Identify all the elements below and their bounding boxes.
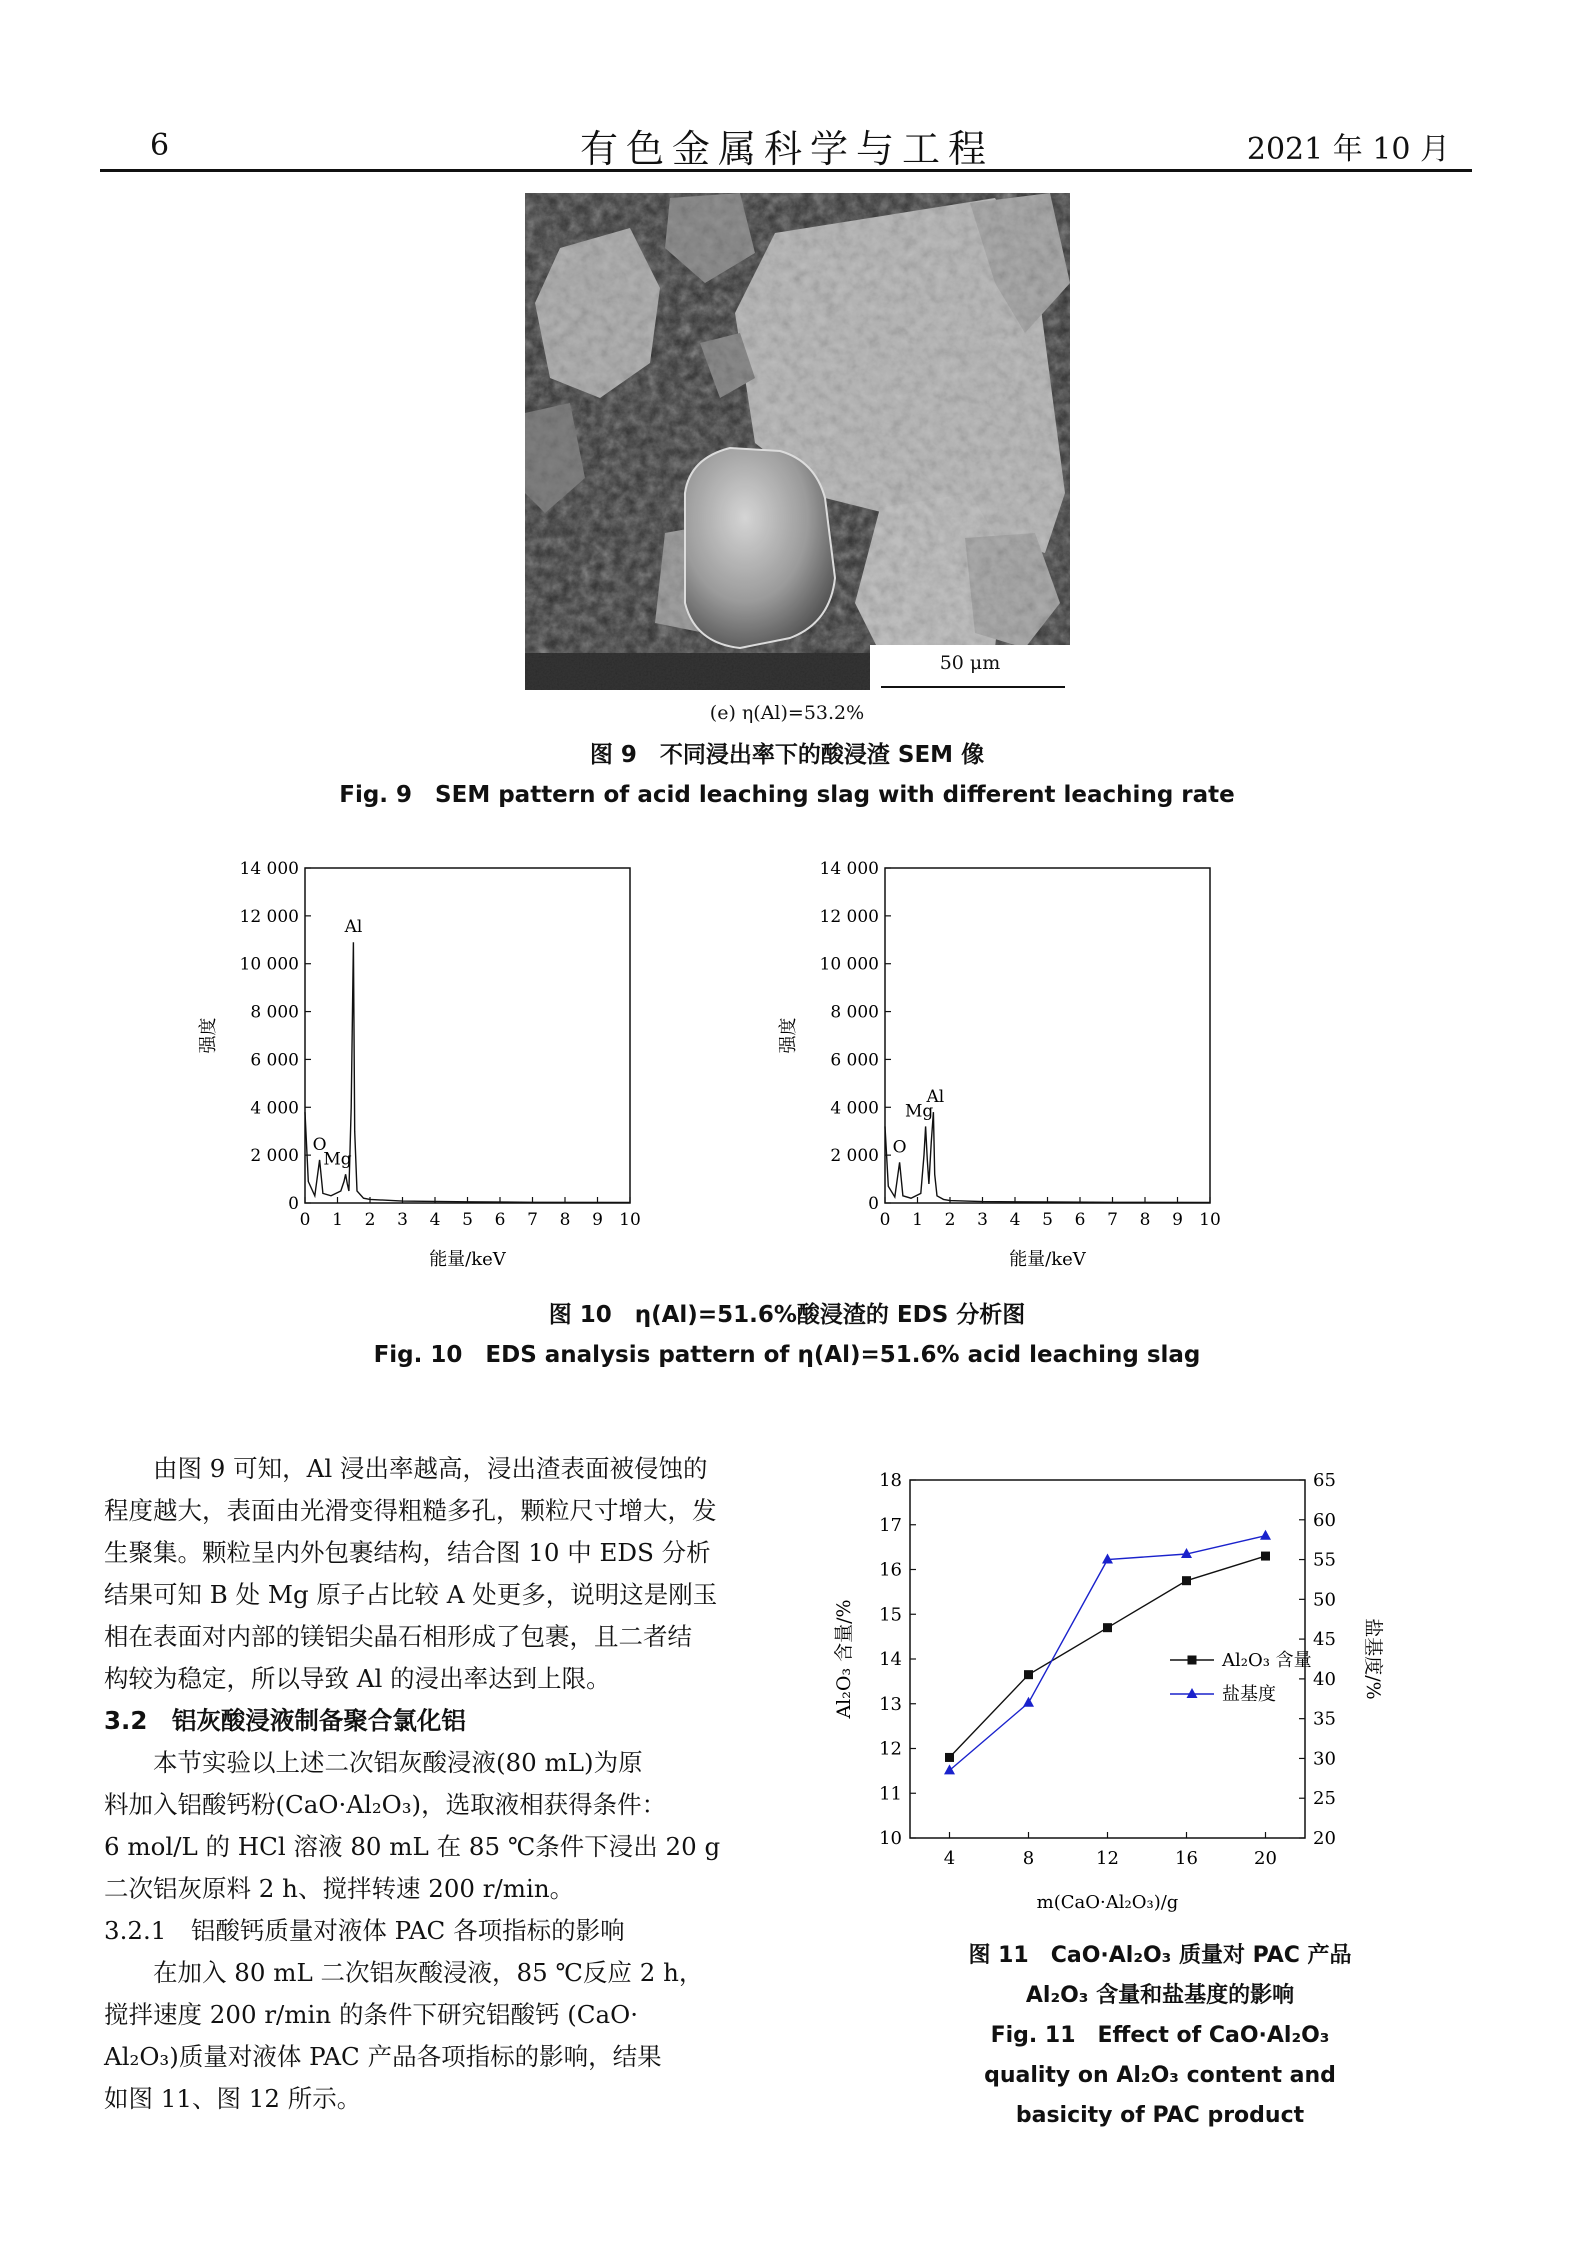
data-point-al2o3	[1261, 1552, 1270, 1561]
x-tick-label: 3	[397, 1210, 408, 1230]
peak-label: O	[312, 1134, 327, 1155]
y-tick-label-left: 15	[879, 1604, 902, 1626]
y-axis-label: 强度	[778, 1017, 799, 1054]
fig11-caption-en-1: Fig. 11 Effect of CaO·Al₂O₃	[990, 2023, 1330, 2048]
fig9-caption-cn: 图 9 不同浸出率下的酸浸渣 SEM 像	[589, 742, 985, 768]
x-tick-label: 6	[1074, 1210, 1086, 1230]
y-tick-label-left: 16	[879, 1559, 902, 1581]
x-axis-label: 能量/keV	[1009, 1249, 1086, 1270]
section-heading-3-2-1: 3.2.1 铝酸钙质量对液体 PAC 各项指标的影响	[104, 1916, 625, 1945]
series-line	[950, 1556, 1266, 1757]
y-tick-label: 0	[868, 1194, 879, 1214]
fig10-caption-en: Fig. 10 EDS analysis pattern of η(Al)=51.6% acid leaching slag	[373, 1342, 1201, 1368]
y-tick-label: 10 000	[819, 954, 879, 975]
body-line: 构较为稳定，所以导致 Al 的浸出率达到上限。	[104, 1664, 611, 1693]
x-tick-label: 9	[592, 1210, 603, 1230]
data-point-al2o3	[945, 1753, 954, 1762]
fig9-caption-en: Fig. 9 SEM pattern of acid leaching slag with different leaching rate	[339, 782, 1235, 808]
header-rule	[100, 169, 1472, 172]
x-tick-label: 10	[1199, 1210, 1221, 1230]
fig11-caption	[900, 1936, 1420, 2136]
y-tick-label-right: 50	[1313, 1589, 1336, 1611]
x-tick-label: 1	[332, 1210, 343, 1230]
x-tick-label: 2	[944, 1210, 956, 1230]
fig11-chart	[820, 1462, 1470, 1932]
x-tick-label: 4	[943, 1848, 956, 1869]
x-tick-label: 20	[1254, 1848, 1277, 1869]
y-tick-label-right: 25	[1313, 1788, 1336, 1810]
fig11-caption-cn-1: 图 11 CaO·Al₂O₃ 质量对 PAC 产品	[968, 1943, 1352, 1968]
y-tick-label: 12 000	[819, 906, 879, 927]
body-line: 搅拌速度 200 r/min 的条件下研究铝酸钙 (CaO·	[104, 2000, 639, 2029]
x-tick-label: 4	[1009, 1210, 1021, 1230]
legend-marker	[1187, 1688, 1198, 1698]
peak-label: Al	[926, 1087, 945, 1108]
x-tick-label: 7	[1107, 1210, 1118, 1230]
peak-label: Mg	[323, 1149, 352, 1170]
spectrum-line	[305, 942, 630, 1202]
y-tick-label-right: 55	[1313, 1549, 1336, 1571]
x-tick-label: 8	[1022, 1848, 1035, 1869]
x-tick-label: 8	[559, 1210, 571, 1230]
y-tick-label: 2 000	[250, 1146, 299, 1167]
body-line: 料加入铝酸钙粉(CaO·Al₂O₃)，选取液相获得条件：	[104, 1790, 667, 1819]
fig11-caption-en-3: basicity of PAC product	[1015, 2103, 1305, 2128]
body-line: 程度越大，表面由光滑变得粗糙多孔，颗粒尺寸增大，发	[104, 1496, 717, 1525]
y-axis-label: 强度	[198, 1017, 219, 1054]
y-tick-label: 12 000	[239, 906, 299, 927]
body-line: 生聚集。颗粒呈内外包裹结构，结合图 10 中 EDS 分析	[104, 1538, 711, 1567]
body-line: Al₂O₃)质量对液体 PAC 产品各项指标的影响，结果	[104, 2042, 662, 2071]
legend-marker	[1188, 1656, 1197, 1665]
y-tick-label-left: 14	[879, 1649, 902, 1670]
body-line: 结果可知 B 处 Mg 原子占比较 A 处更多，说明这是刚玉	[104, 1580, 718, 1609]
y-tick-label: 6 000	[830, 1050, 879, 1071]
body-line: 相在表面对内部的镁铝尖晶石相形成了包裹，且二者结	[104, 1622, 692, 1651]
y-tick-label-right: 45	[1313, 1629, 1336, 1651]
y-tick-label: 4 000	[250, 1098, 299, 1119]
body-line: 二次铝灰原料 2 h、搅拌转速 200 r/min。	[104, 1874, 575, 1903]
x-tick-label: 5	[462, 1210, 473, 1230]
y-axis-label-right: 盐基度/%	[1362, 1618, 1384, 1700]
eds-chart-b	[770, 858, 1370, 1298]
y-tick-label-left: 13	[879, 1693, 902, 1715]
body-line: 6 mol/L 的 HCl 溶液 80 mL 在 85 ℃条件下浸出 20 g	[104, 1832, 721, 1861]
y-tick-label-right: 35	[1313, 1708, 1336, 1730]
data-point-al2o3	[1103, 1623, 1112, 1632]
y-tick-label: 2 000	[830, 1146, 879, 1167]
x-tick-label: 10	[619, 1210, 641, 1230]
body-line: 如图 11、图 12 所示。	[104, 2084, 362, 2113]
fig11-caption-cn-2: Al₂O₃ 含量和盐基度的影响	[1025, 1983, 1295, 2008]
y-tick-label-left: 17	[879, 1514, 902, 1536]
data-point-basicity	[1260, 1530, 1271, 1540]
legend-label: 盐基度	[1222, 1684, 1276, 1705]
x-tick-label: 4	[429, 1210, 441, 1230]
y-tick-label: 10 000	[239, 954, 299, 975]
y-tick-label-right: 65	[1313, 1470, 1336, 1491]
y-tick-label: 14 000	[819, 859, 879, 879]
y-tick-label: 8 000	[250, 1002, 299, 1023]
y-tick-label-right: 60	[1313, 1509, 1336, 1531]
eds-chart-a	[190, 858, 790, 1298]
x-axis-label: m(CaO·Al₂O₃)/g	[1036, 1892, 1179, 1913]
data-point-al2o3	[1024, 1670, 1033, 1679]
journal-title: 有色金属科学与工程	[579, 127, 994, 171]
scale-bar-label: 50 μm	[939, 652, 1001, 674]
legend-label: Al₂O₃ 含量	[1222, 1650, 1312, 1671]
x-tick-label: 0	[299, 1210, 311, 1230]
x-tick-label: 5	[1042, 1210, 1053, 1230]
y-tick-label: 4 000	[830, 1098, 879, 1119]
body-line: 本节实验以上述二次铝灰酸浸液(80 mL)为原	[104, 1748, 643, 1777]
y-tick-label-right: 20	[1313, 1828, 1336, 1849]
y-tick-label-left: 11	[879, 1783, 902, 1805]
spectrum-line	[885, 1112, 1210, 1202]
peak-label: Mg	[904, 1101, 934, 1122]
x-tick-label: 7	[527, 1210, 538, 1230]
page-number: 6	[150, 128, 170, 163]
data-point-basicity	[1102, 1554, 1113, 1564]
peak-label: O	[892, 1137, 907, 1158]
y-tick-label-left: 12	[879, 1738, 902, 1760]
data-point-basicity	[1023, 1697, 1034, 1707]
x-tick-label: 1	[912, 1210, 923, 1230]
y-tick-label-left: 18	[879, 1470, 902, 1491]
fig11-caption-en-2: quality on Al₂O₃ content and	[984, 2063, 1336, 2088]
peak-label: Al	[344, 917, 363, 938]
data-point-al2o3	[1182, 1576, 1191, 1585]
x-tick-label: 9	[1172, 1210, 1183, 1230]
data-point-basicity	[944, 1764, 955, 1774]
sem-micrograph	[525, 193, 1070, 690]
body-line: 由图 9 可知，Al 浸出率越高，浸出渣表面被侵蚀的	[104, 1454, 708, 1483]
fig10-caption-cn: 图 10 η(Al)=51.6%酸浸渣的 EDS 分析图	[548, 1302, 1026, 1328]
y-tick-label-left: 10	[879, 1828, 902, 1849]
issue-date: 2021 年 10 月	[1246, 132, 1450, 167]
y-tick-label: 6 000	[250, 1050, 299, 1071]
x-tick-label: 8	[1139, 1210, 1151, 1230]
y-tick-label: 8 000	[830, 1002, 879, 1023]
y-axis-label-left: Al₂O₃ 含量/%	[833, 1599, 855, 1719]
x-tick-label: 0	[879, 1210, 891, 1230]
x-tick-label: 2	[364, 1210, 376, 1230]
y-tick-label: 14 000	[239, 859, 299, 879]
section-heading-3-2: 3.2 铝灰酸浸液制备聚合氯化铝	[104, 1706, 466, 1735]
y-tick-label: 0	[288, 1194, 299, 1214]
x-tick-label: 6	[494, 1210, 506, 1230]
body-line: 在加入 80 mL 二次铝灰酸浸液，85 ℃反应 2 h，	[104, 1958, 704, 1987]
body-text	[104, 1448, 760, 2120]
x-axis-label: 能量/keV	[429, 1249, 506, 1270]
x-tick-label: 12	[1096, 1848, 1119, 1869]
x-tick-label: 16	[1175, 1848, 1198, 1869]
x-tick-label: 3	[977, 1210, 988, 1230]
y-tick-label-right: 40	[1313, 1668, 1336, 1690]
fig9-subcaption: (e) η(Al)=53.2%	[709, 702, 865, 724]
y-tick-label-right: 30	[1313, 1748, 1336, 1770]
